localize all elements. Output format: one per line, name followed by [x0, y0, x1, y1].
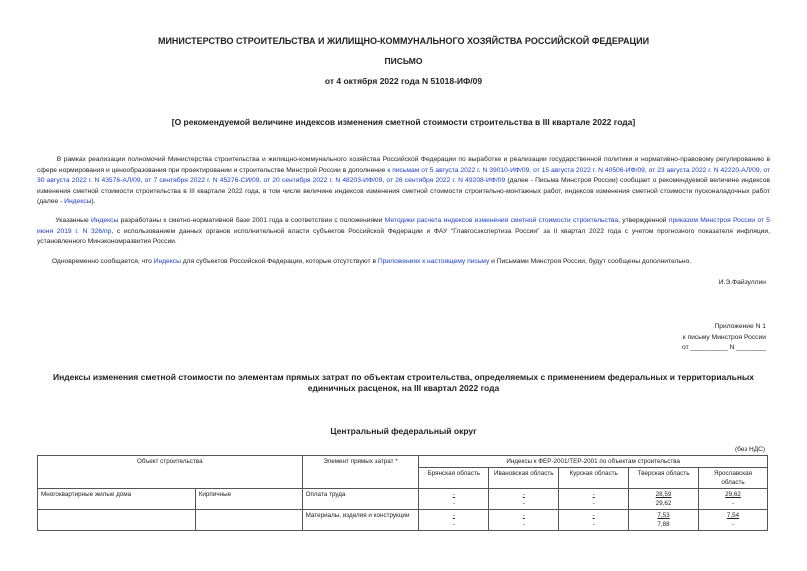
header-region: Ярославская область [699, 468, 768, 489]
header-region: Тверская область [629, 468, 699, 489]
cell-element: Материалы, изделия и конструкции [302, 510, 419, 531]
methodology-link[interactable]: Методики расчета индексов изменения сметной стоимости строительства [384, 217, 619, 224]
appendix-number: Приложение N 1 [714, 323, 766, 330]
indexes-table [37, 455, 768, 531]
header-region: Ивановская область [489, 468, 559, 489]
paragraph-text: разработаны к сметно-нормативной базе 2001 года в соответствии с положениями [118, 217, 385, 224]
appendix-date: от __________ N ________ [682, 344, 766, 351]
header-element: Элемент прямых затрат * [302, 456, 419, 489]
paragraph-text: , утвержденной [618, 217, 669, 224]
cell-value: - - [489, 489, 559, 510]
paragraph-text: и Письмами Минстроя России, будут сообщены дополнительно. [489, 258, 692, 265]
paragraph-text: Указанные [55, 217, 91, 224]
cell-element: Оплата труда [302, 489, 419, 510]
paragraph-text: для субъектов Российской Федерации, которые отсутствуют в [180, 258, 378, 265]
order-link[interactable]: приказом Минстроя России от 5 июня 2019 г. N 326/пр [37, 217, 770, 235]
cell-value: - - [559, 510, 629, 531]
table-row [38, 489, 768, 510]
cell-value: - - [419, 510, 489, 531]
paragraph-text: (далее - Письма Минстроя России) сообщает о рекомендуемой величине индексов изменения сметной стоимости строительства в III квартале 2022 года, в том числе величине индексов изменения сметной стоимости строительно-монтажных работ, индексов изменения сметной стоимости пусконаладочных работ (далее - [37, 177, 770, 206]
paragraph-text: ). [91, 198, 96, 206]
ministry-title: МИНИСТЕРСТВО СТРОИТЕЛЬСТВА И ЖИЛИЩНО-КОММУНАЛЬНОГО ХОЗЯЙСТВА РОССИЙСКОЙ ФЕДЕРАЦИИ [157, 36, 650, 46]
letters-link[interactable]: к письмам от 5 августа 2022 г. N 39010-ИФ/09, от 15 августа 2022 г. N 40506-ИФ/09, от 23 августа 2022 г. N 42220-АЛ/09, от 30 августа 2022 г. N 43576-АЛ/09, от 7 сентября 2022 г. N 45276-СИ/09, от 20 сентября 2022 г. N 48203-ИФ/09, от 26 сентября 2022 г. N 49208-ИФ/09 [37, 166, 770, 185]
header-region: Курская область [559, 468, 629, 489]
indexes-block-title: Индексы изменения сметной стоимости по элементам прямых затрат по объектам строительства, определяемых с применением федеральных и территориальных единичных расценок, на III квартал 2022 года [52, 372, 755, 393]
header-object: Объект строительства [38, 456, 303, 489]
indexes-link[interactable]: Индексы [91, 217, 119, 224]
document-type: ПИСЬМО [384, 56, 423, 66]
paragraph-additional [37, 257, 770, 268]
paragraph-text: В рамках реализации полномочий Министерства строительства и жилищно-коммунального хозяйства Российской Федерации по выработке и реализации государственной политики и нормативно-правовому регулированию в сфере нормирования и ценообразования при проектировании и строительстве Минстрой России в дополнение [37, 156, 770, 174]
paragraph-methodology [37, 216, 770, 248]
document-subject: [О рекомендуемой величине индексов изменения сметной стоимости строительства в III квартале 2022 года] [171, 117, 636, 127]
federal-district-title: Центральный федеральный округ [330, 426, 477, 436]
cell-value: 28,59 29,62 [629, 489, 699, 510]
document-date-number: от 4 октября 2022 года N 51018-ИФ/09 [324, 76, 483, 86]
cell-value: - - [489, 510, 559, 531]
indexes-link[interactable]: Индексы [153, 258, 181, 265]
paragraph-text: Одновременно сообщается, что [51, 258, 154, 265]
cell-value: 7,54 - [699, 510, 768, 531]
bottom-fade [0, 560, 807, 571]
table-header-row [38, 456, 768, 468]
cell-object [38, 510, 196, 531]
vat-note: (без НДС) [734, 446, 765, 453]
cell-value: - - [559, 489, 629, 510]
cell-material [195, 510, 302, 531]
paragraph-intro [37, 155, 770, 208]
cell-value: 7,53 7,88 [629, 510, 699, 531]
cell-value: 29,62 - [699, 489, 768, 510]
indexes-link[interactable]: Индексы [64, 198, 92, 206]
appendices-link[interactable]: Приложениях к настоящему письму [377, 258, 490, 265]
header-indexes: Индексы к ФЕР-2001/ТЕР-2001 по объектам строительства [419, 456, 768, 468]
signature: И.Э.Файзуллин [718, 279, 766, 286]
cell-object: Многоквартирные жилые дома [38, 489, 196, 510]
table-row [38, 510, 768, 531]
appendix-ref: к письму Минстроя России [682, 334, 766, 341]
cell-material: Кирпичные [195, 489, 302, 510]
header-region: Брянская область [419, 468, 489, 489]
cell-value: - - [419, 489, 489, 510]
paragraph-text: , с использованием данных органов исполнительной власти субъектов Российской Федерации и ФАУ "Главгосэкспертиза России" за II квартал 2022 года с учетом прогнозного показателя инфляции, установленного Минэкономразвития России. [37, 227, 770, 246]
